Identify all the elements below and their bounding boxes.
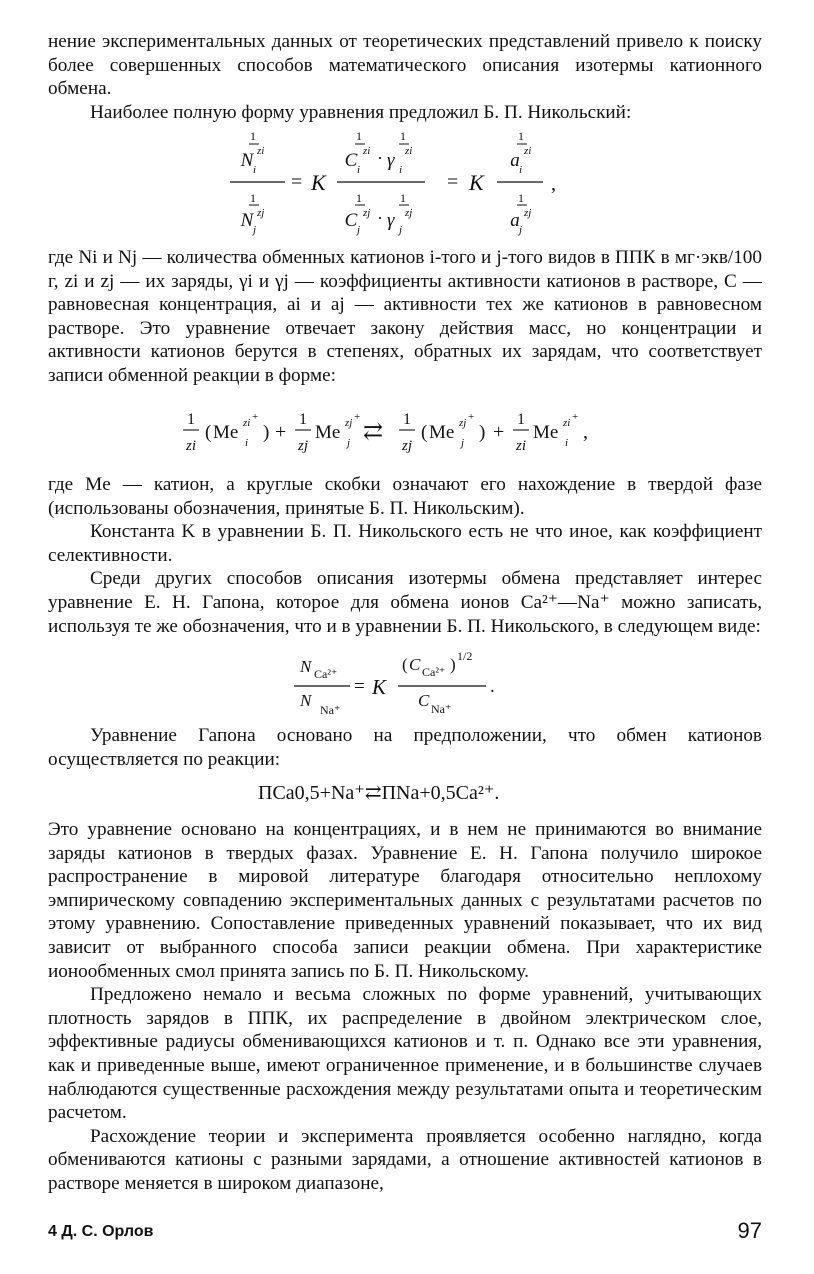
text-block-gapon-basis — [48, 724, 762, 771]
page-number: 97 — [737, 1218, 762, 1243]
svg-text:(: ( — [421, 422, 428, 443]
svg-text:Ca²⁺: Ca²⁺ — [422, 665, 446, 679]
svg-text:C: C — [409, 655, 421, 674]
svg-text:N: N — [240, 210, 254, 231]
svg-text:i: i — [245, 437, 249, 449]
text-block-top — [48, 30, 762, 124]
nikolsky-equation — [225, 124, 585, 244]
svg-text:·: · — [377, 148, 383, 168]
text-block-middle — [48, 473, 762, 638]
svg-text:N: N — [300, 657, 312, 676]
text-block-definitions — [48, 246, 762, 388]
svg-text:+: + — [252, 411, 259, 423]
svg-text:1: 1 — [400, 191, 406, 205]
svg-text:zi: zi — [363, 145, 371, 157]
svg-text:1: 1 — [518, 129, 524, 143]
paragraph-complex-equations: Предложено немало и весьма сложных по форме уравнений, учитывающих плотность зарядов в ППК, их распределение в двойном электрическом слое, эффективные радиусы обменивающихся катионов и т. п. Однако все эти уравнения, как и приведенные выше, имеют ограниченное применение, и в большинстве случаев наблюдаются существенные расхождения между результатами опыта и теоретическим расчетом. — [48, 984, 762, 1124]
svg-text:): ) — [263, 422, 270, 443]
svg-text:i: i — [357, 164, 361, 176]
svg-text:zj: zj — [257, 207, 265, 219]
svg-text:zi: zi — [243, 417, 251, 429]
svg-text:j: j — [519, 224, 523, 236]
svg-text:γ: γ — [387, 150, 395, 171]
svg-text:1: 1 — [518, 191, 524, 205]
svg-text:+: + — [468, 411, 475, 423]
gapon-rhs — [398, 649, 486, 716]
svg-text:1: 1 — [187, 411, 195, 428]
svg-text:+: + — [572, 411, 579, 423]
gapon-lhs — [294, 657, 350, 717]
svg-text:zi: zi — [185, 438, 197, 454]
svg-text:C: C — [344, 210, 358, 231]
svg-text:K: K — [469, 170, 484, 195]
paragraph-gapon-discussion: Это уравнение основано на концентрациях, и в нем не принимаются во внимание заряды катионов в твердых фазах. Уравнение Е. Н. Гапона получило широкое распространение в мировой литературе благодаря относительно неплохому эмпирическому совпадению экспериментальных данных с результатами расчетов по этому уравнению. Сопоставление приведенных уравнений показывает, что их вид зависит от выбранного способа записи реакции обмена. При характеристике ионообменных смол принята запись по Б. П. Никольскому. — [48, 819, 762, 982]
svg-text:Na⁺: Na⁺ — [431, 702, 452, 716]
svg-text:=: = — [447, 171, 459, 193]
svg-text:zi: zi — [563, 417, 571, 429]
svg-text:·: · — [377, 208, 383, 228]
svg-text:zj: zj — [401, 438, 413, 454]
svg-text:zi: zi — [515, 438, 527, 454]
svg-text:(: ( — [205, 422, 212, 443]
svg-text:): ) — [450, 655, 456, 674]
gapon-reaction: ПCa0,5+Na⁺⇄ПNa+0,5Ca²⁺. — [258, 782, 500, 804]
svg-text:i: i — [565, 437, 569, 449]
svg-text:1: 1 — [517, 411, 525, 428]
reaction-term-4 — [513, 411, 578, 454]
svg-text:γ: γ — [387, 210, 395, 231]
svg-text:+: + — [354, 411, 361, 423]
svg-text:zj: zj — [459, 417, 467, 429]
paragraph-gapon-intro: Среди других способов описания изотермы обмена представляет интерес уравнение Е. Н. Гапона, которое для обмена ионов Ca²⁺—Na⁺ можно записать, используя те же обозначения, что и в уравнении Б. П. Никольского, в следующем виде: — [48, 568, 762, 637]
svg-text:N: N — [300, 691, 312, 710]
svg-text:1: 1 — [356, 129, 362, 143]
svg-text:1: 1 — [250, 129, 256, 143]
svg-text:K: K — [372, 675, 387, 699]
svg-text:i: i — [399, 164, 403, 176]
paragraph-nikolsky-lead: Наиболее полную форму уравнения предложил Б. П. Никольский: — [90, 101, 632, 123]
svg-text:j: j — [399, 224, 403, 236]
paragraph-intro: нение экспериментальных данных от теоретических представлений привело к поиску более совершенных способов математического описания изотермы катионного обмена. — [48, 31, 762, 100]
gapon-equation — [290, 648, 530, 718]
svg-text:zj: zj — [524, 207, 532, 219]
svg-text:zj: zj — [363, 207, 371, 219]
svg-text:(: ( — [402, 655, 408, 674]
paragraph-notation: где Me — катион, а круглые скобки означают его нахождение в твердой фазе (использованы обозначения, принятые Б. П. Никольским). — [48, 474, 762, 519]
svg-text:=: = — [291, 171, 303, 193]
svg-text:j: j — [253, 224, 257, 236]
svg-text:K: K — [311, 170, 326, 195]
exchange-reaction-equation — [183, 402, 643, 464]
svg-text:=: = — [354, 676, 365, 697]
svg-text:zi: zi — [524, 145, 532, 157]
svg-text:a: a — [510, 150, 520, 171]
reaction-term-1 — [183, 411, 269, 454]
svg-text:,: , — [551, 173, 556, 195]
svg-text:zj: zj — [297, 438, 309, 454]
svg-text:Me: Me — [533, 422, 559, 443]
svg-text:+: + — [493, 421, 505, 443]
paragraph-definitions: где Ni и Nj — количества обменных катионов i-того и j-того видов в ППК в мг·экв/100 г, zi и zj — их заряды, γi и γj — коэффициенты активности катионов в растворе, C — равновесная концентрация, ai и aj — активности тех же катионов в равновесном растворе. Это уравнение отвечает закону действия масс, но концентрации и активности катионов берутся в степенях, обратных их зарядам, что соответствует записи обменной реакции в форме: — [48, 247, 762, 386]
svg-text:C: C — [418, 691, 430, 710]
svg-text:1: 1 — [356, 191, 362, 205]
svg-text:zj: zj — [405, 207, 413, 219]
svg-text:+: + — [275, 421, 287, 443]
reaction-term-2 — [295, 411, 360, 454]
svg-text:zi: zi — [257, 145, 265, 157]
svg-text:Na⁺: Na⁺ — [320, 703, 341, 717]
svg-text:i: i — [519, 164, 523, 176]
footer-signature: 4 Д. С. Орлов — [48, 1223, 154, 1240]
nikolsky-lhs — [230, 129, 285, 236]
svg-text:Ca²⁺: Ca²⁺ — [314, 667, 338, 681]
svg-text:Me: Me — [315, 422, 341, 443]
svg-text:j: j — [357, 224, 361, 236]
svg-text:zi: zi — [405, 145, 413, 157]
svg-text:1/2: 1/2 — [457, 649, 473, 663]
paragraph-constant: Константа K в уравнении Б. П. Никольского есть не что иное, как коэффициент селективности. — [48, 521, 762, 566]
paragraph-gapon-basis: Уравнение Гапона основано на предположении, что обмен катионов осуществляется по реакции: — [48, 725, 762, 770]
svg-text:a: a — [510, 210, 520, 231]
svg-text:zj: zj — [345, 417, 353, 429]
svg-text:j: j — [347, 437, 351, 449]
svg-text:Me: Me — [429, 422, 455, 443]
svg-text:j: j — [461, 437, 465, 449]
svg-text:1: 1 — [403, 411, 411, 428]
svg-text:1: 1 — [250, 191, 256, 205]
reaction-term-3 — [399, 411, 485, 454]
svg-text:): ) — [479, 422, 486, 443]
svg-text:.: . — [490, 676, 495, 697]
text-block-bottom — [48, 818, 762, 1196]
nikolsky-rhs — [497, 129, 543, 236]
paragraph-discrepancy: Расхождение теории и эксперимента проявляется особенно наглядно, когда обмениваются катионы с разными зарядами, а отношение активностей катионов в растворе меняется в широком диапазоне, — [48, 1125, 762, 1194]
svg-text:⇄: ⇄ — [363, 419, 384, 445]
svg-text:N: N — [240, 150, 254, 171]
nikolsky-middle — [337, 129, 425, 236]
svg-text:1: 1 — [400, 129, 406, 143]
svg-text:C: C — [344, 150, 358, 171]
svg-text:Me: Me — [213, 422, 239, 443]
svg-text:1: 1 — [299, 411, 307, 428]
svg-text:i: i — [253, 164, 257, 176]
svg-text:,: , — [583, 421, 588, 443]
